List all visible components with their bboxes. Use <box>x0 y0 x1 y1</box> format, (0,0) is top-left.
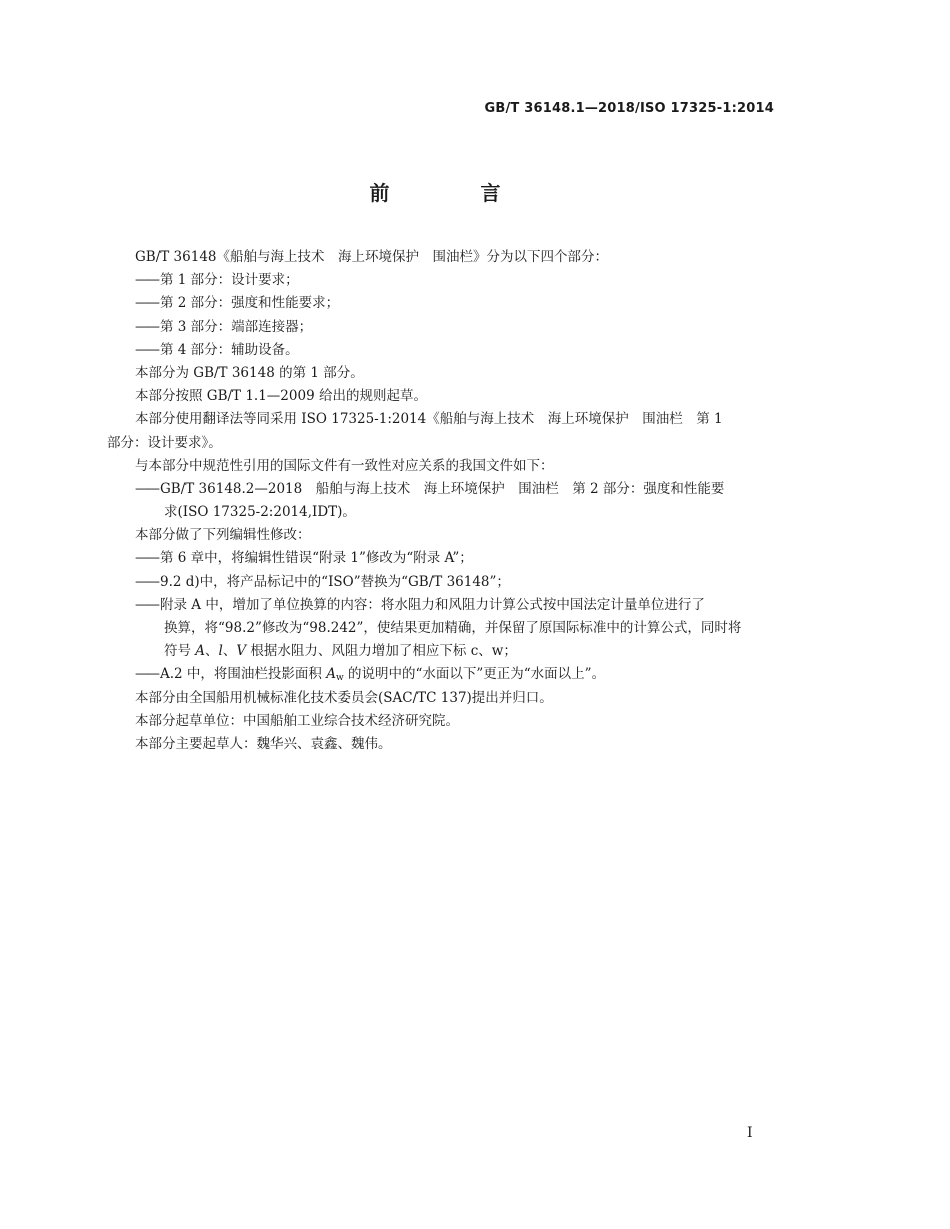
subscript-w: w <box>335 673 344 684</box>
reference-item-line1: —— GB/T 36148.2—2018 船舶与海上技术 海上环境保护 围油栏 第 2 部分：强度和性能要 <box>107 478 773 501</box>
separator: 、 <box>205 643 219 660</box>
text-span: 根据水阻力、风阻力增加了相应下标 c、w； <box>246 643 517 660</box>
part-list-item: —— 第 2 部分：强度和性能要求； <box>107 292 773 315</box>
modification-item-line3 <box>107 640 773 663</box>
reference-item-line2: 求(ISO 17325-2:2014,IDT)。 <box>164 504 356 521</box>
intro-paragraph: GB/T 36148《船舶与海上技术 海上环境保护 围油栏》分为以下四个部分： <box>135 249 608 265</box>
text-span: 的说明中的“水面以下”更正为“水面以上”。 <box>343 666 606 683</box>
page-number: I <box>747 1125 753 1141</box>
part-list-item: —— 第 3 部分：端部连接器； <box>107 316 773 339</box>
modification-item <box>107 663 773 686</box>
paragraph-part-scope: 本部分为 GB/T 36148 的第 1 部分。 <box>135 364 364 381</box>
text-span: A.2 中，将围油栏投影面积 <box>160 666 327 683</box>
paragraph-references-intro: 与本部分中规范性引用的国际文件有一致性对应关系的我国文件如下： <box>135 457 554 474</box>
modification-item: —— 第 6 章中，将编辑性错误“附录 1”修改为“附录 A”； <box>107 547 773 570</box>
part-list-item: —— 第 4 部分：辅助设备。 <box>107 339 773 362</box>
symbol-V: V <box>236 643 247 660</box>
modification-item-line2: 换算，将“98.2”修改为“98.242”，使结果更加精确，并保留了原国际标准中的计算公式，同时将 <box>164 620 742 636</box>
standard-code-header: GB/T 36148.1—2018/ISO 17325-1:2014 <box>484 101 774 116</box>
symbol-A: A <box>195 643 206 660</box>
paragraph-committee: 本部分由全国船用机械标准化技术委员会(SAC/TC 137)提出并归口。 <box>135 689 553 706</box>
paragraph-drafters: 本部分主要起草人：魏华兴、袁鑫、魏伟。 <box>135 735 392 752</box>
symbol-Aw: A <box>326 666 336 683</box>
modification-item: —— 9.2 d)中，将产品标记中的“ISO”替换为“GB/T 36148”； <box>107 571 773 594</box>
separator: 、 <box>222 643 237 660</box>
modification-item-line1: —— 附录 A 中，增加了单位换算的内容：将水阻力和风阻力计算公式按中国法定计量单位进行了 <box>107 594 773 617</box>
paragraph-drafting-rules: 本部分按照 GB/T 1.1—2009 给出的规则起草。 <box>135 388 427 405</box>
text-span: 符号 <box>164 643 196 660</box>
paragraph-modifications-intro: 本部分做了下列编辑性修改： <box>135 527 311 544</box>
paragraph-adoption-line1: 本部分使用翻译法等同采用 ISO 17325-1:2014《船舶与海上技术 海上环境保护 围油栏 第 1 <box>135 411 723 428</box>
paragraph-drafting-unit: 本部分起草单位：中国船舶工业综合技术经济研究院。 <box>135 712 459 729</box>
symbol-l: l <box>218 643 223 660</box>
paragraph-adoption-line2: 部分：设计要求》。 <box>107 434 222 451</box>
page-title: 前 言 <box>369 181 543 205</box>
part-list-item: —— 第 1 部分：设计要求； <box>107 269 773 292</box>
foreword-body <box>107 246 773 756</box>
